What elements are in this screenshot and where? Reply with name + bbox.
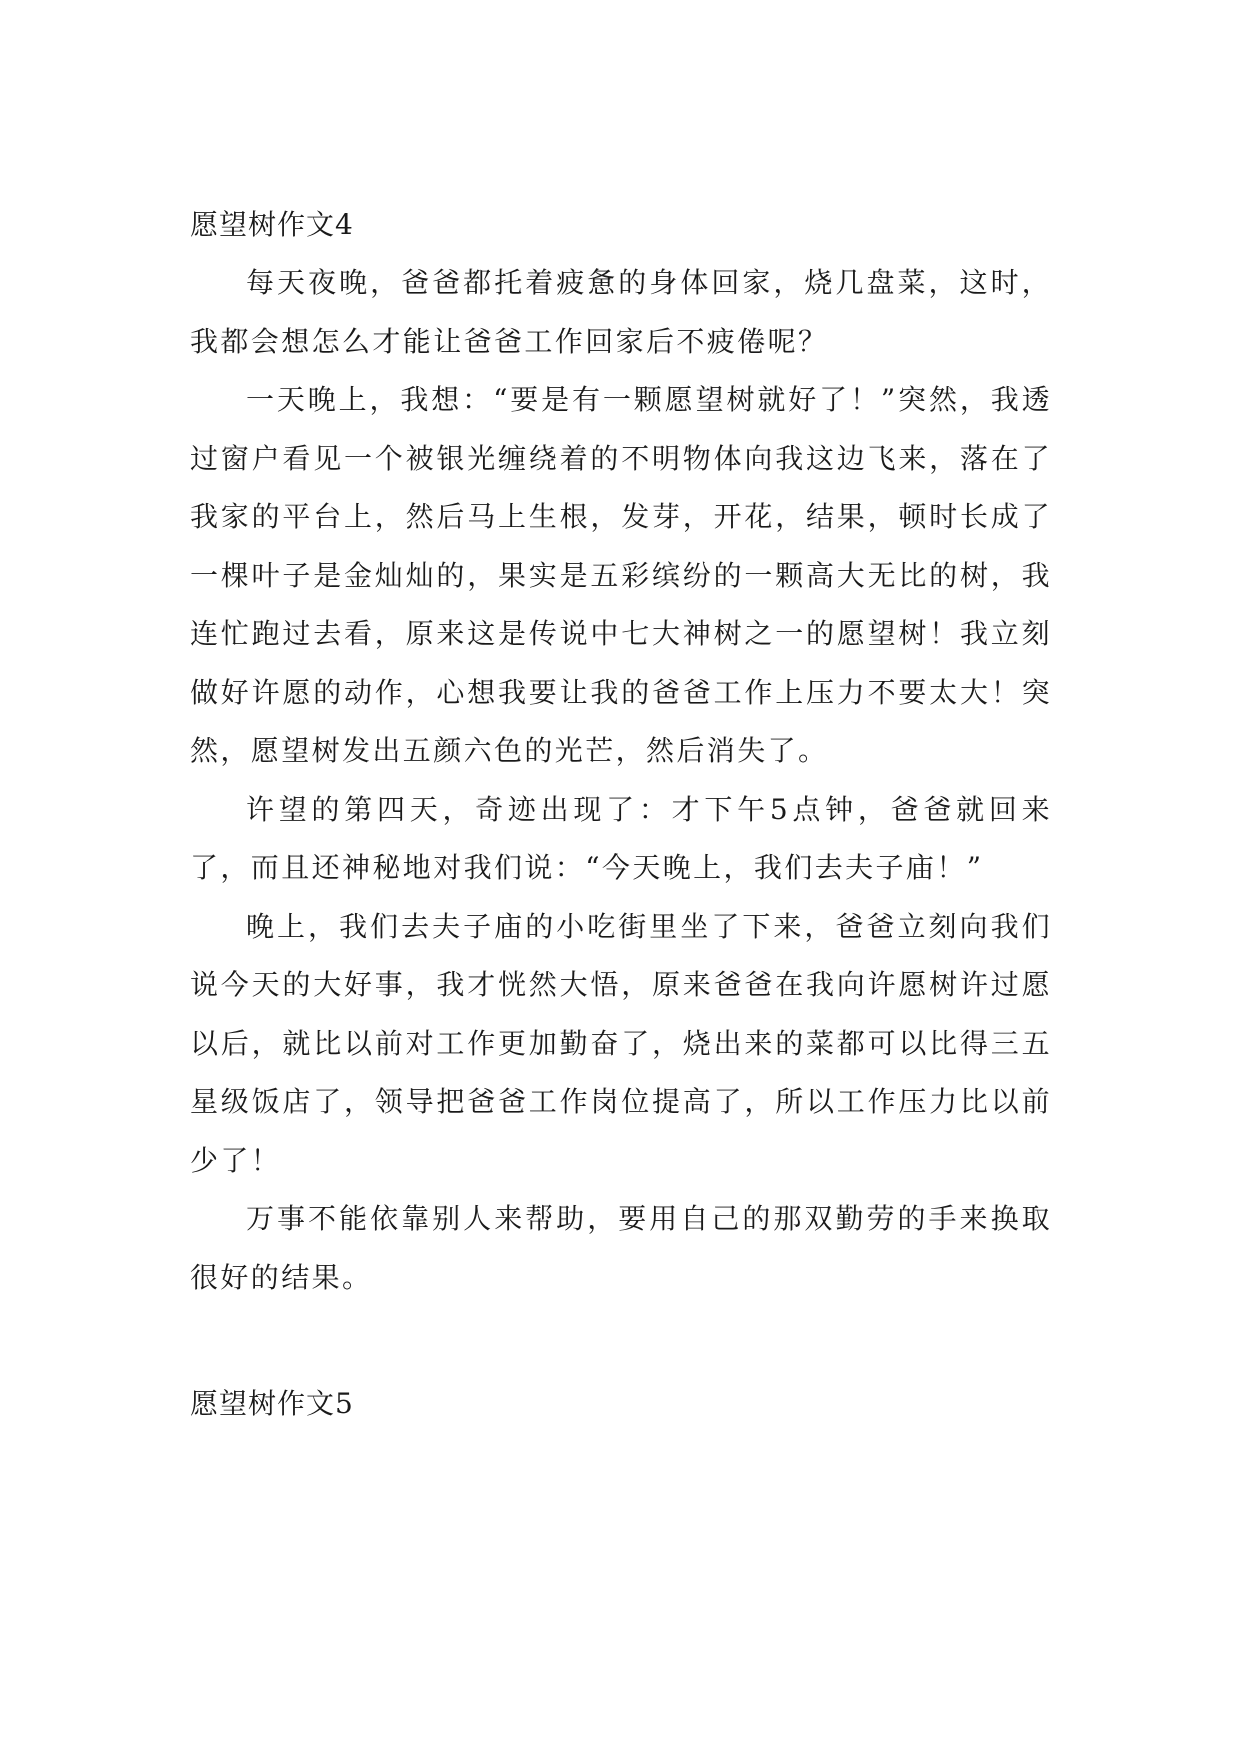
essay-4-paragraph-4: 晚上，我们去夫子庙的小吃街里坐了下来，爸爸立刻向我们说今天的大好事，我才恍然大悟，原来爸爸在我向许愿树许过愿以后，就比以前对工作更加勤奋了，烧出来的菜都可以比得三五星级饭店了，领导把爸爸工作岗位提高了，所以工作压力比以前少了！ [190, 909, 1052, 1177]
essay-4-paragraph-5: 万事不能依靠别人来帮助，要用自己的那双勤劳的手来换取很好的结果。 [190, 1202, 1052, 1294]
essay-4-paragraph-2: 一天晚上，我想：“要是有一颗愿望树就好了！”突然，我透过窗户看见一个被银光缠绕着的不明物体向我这边飞来，落在了我家的平台上，然后马上生根，发芽，开花，结果，顿时长成了一棵叶子是金灿灿的，果实是五彩缤纷的一颗高大无比的树，我连忙跑过去看，原来这是传说中七大神树之一的愿望树！我立刻做好许愿的动作，心想我要让我的爸爸工作上压力不要太大！突然，愿望树发出五颜六色的光芒，然后消失了。 [190, 383, 1052, 767]
essay-4-heading: 愿望树作文4 [190, 208, 354, 241]
essay-4-paragraph-3: 许望的第四天，奇迹出现了：才下午5点钟，爸爸就回来了，而且还神秘地对我们说：“今天晚上，我们去夫子庙！” [190, 792, 1052, 884]
essay-4-paragraph-1: 每天夜晚，爸爸都托着疲惫的身体回家，烧几盘菜，这时，我都会想怎么才能让爸爸工作回家后不疲倦呢？ [190, 266, 1052, 358]
essay-5-heading: 愿望树作文5 [190, 1387, 354, 1420]
document-body [190, 196, 1052, 1433]
section-spacer [190, 1307, 1052, 1375]
